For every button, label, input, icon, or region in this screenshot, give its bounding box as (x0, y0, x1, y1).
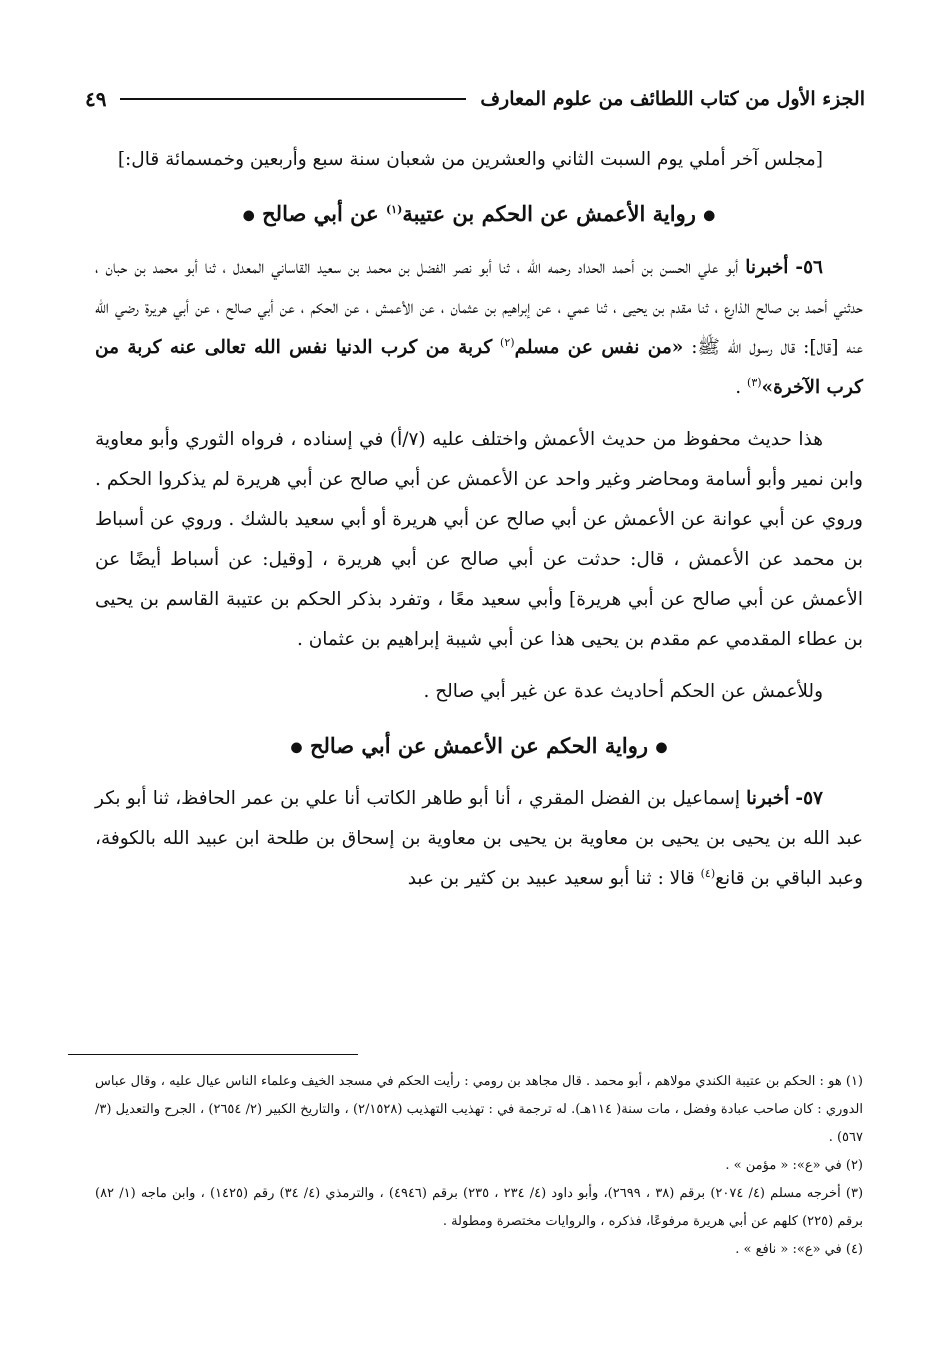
footnote-1: (١) هو : الحكم بن عتيبة الكندي مولاهم ، أبو محمد . قال مجاهد بن رومي : رأيت الحكم في مسجد الخيف وعلماء الناس عيال عليه ، وقال عباس الدوري : كان صاحب عبادة وفضل ، مات سنة( ١١٤هـ). له ترجمة في : تهذيب التهذيب (٢/١٥٢٨) ، والتاريخ الكبير (٢/ ٢٦٥٤) ، الجرح والتعديل (٣/ ٥٦٧) . (95, 1074, 863, 1145)
heading-2-text: رواية الحكم عن الأعمش عن أبي صالح (309, 732, 649, 758)
running-title: الجزء الأول من كتاب اللطائف من علوم المعارف (480, 88, 865, 110)
bullet-icon: ● (655, 739, 668, 755)
footnote-ref: (٢) (500, 335, 515, 349)
section-heading-2 (95, 726, 863, 768)
hadith-number: ٥٦- (795, 256, 823, 278)
isnad-text-continued: قالا : ثنا أبو سعيد عبيد بن كثير بن عبد (407, 868, 695, 889)
footnote-ref: (٣) (747, 375, 762, 389)
hadith-number: ٥٧- (795, 788, 823, 809)
hadith-56 (95, 248, 863, 408)
footnote-3: (٣) أخرجه مسلم (٤/ ٢٠٧٤) برقم (٣٨ ، ٢٦٩٩)، وأبو داود (٤/ ٢٣٤ ، ٢٣٥) برقم (٤٩٤٦) ، والترمذي (٤/ ٣٤) رقم (١٤٢٥) ، وابن ماجه (١/ ٨٢) برقم (٢٢٥) كلهم عن أبي هريرة مرفوعًا، فذكره ، والروايات مختصرة ومطولة . (95, 1186, 864, 1229)
footnote-2: (٢) في «ع»: « مؤمن » . (725, 1158, 863, 1173)
hadith-text-a: «من نفس عن مسلم (514, 336, 684, 358)
section-heading-1 (95, 194, 863, 236)
footnote-ref: (٤) (700, 866, 716, 880)
page-number: ٤٩ (85, 87, 107, 111)
bullet-icon: ● (703, 207, 716, 224)
session-intro: [مجلس آخر أملي يوم السبت الثاني والعشرين من شعبان سنة سبع وأربعين وخمسمائة قال:] (117, 149, 823, 170)
period: . (735, 376, 742, 398)
spacer (95, 660, 863, 672)
heading-1-text: رواية الأعمش عن الحكم بن عتيبة (402, 201, 696, 226)
running-header (85, 82, 865, 116)
transmission-verb: أخبرنا (746, 788, 790, 809)
footnote-separator (68, 1054, 358, 1055)
hadith-text-b: كربة من كرب الدنيا نفس الله تعالى عنه كربة من كرب الآخرة» (95, 336, 863, 398)
heading-1-tail: عن أبي صالح (262, 201, 379, 226)
footnotes (95, 1068, 863, 1264)
bullet-icon: ● (290, 739, 303, 755)
header-rule (120, 98, 466, 100)
isnad-text: إسماعيل بن الفضل المقري ، أنا أبو طاهر الكاتب أنا علي بن عمر الحافظ، ثنا أبو بكر عبد الله بن يحيى بن يحيى بن معاوية بن يحيى بن معاوية بن إسحاق بن طلحة ابن عبيد الله بالكوفة، وعبد الباقي بن قانع (95, 788, 863, 889)
hadith-57 (95, 779, 863, 899)
closing-note: وللأعمش عن الحكم أحاديث عدة عن غير أبي صالح . (423, 680, 823, 702)
transmission-verb: أخبرنا (745, 256, 789, 278)
bullet-icon: ● (242, 207, 255, 224)
isnad-text: أبو علي الحسن بن أحمد الحداد رحمه الله ، ثنا أبو نصر الفضل بن محمد بن سعيد القاساني المعدل ، ثنا أبو محمد بن حبان ، حدثني أحمد بن صالح الذارع ، ثنا مقدم بن يحيى ، ثنا عمي ، عن إبراهيم بن عثمان ، عن الأعمش ، عن الحكم ، عن أبي صالح ، عن أبي هريرة رضي الله عنه [قال]: قال رسول الله ﷺ: (95, 256, 863, 358)
footnote-ref: (١) (385, 203, 403, 216)
footnote-4: (٤) في «ع»: « نافع » . (735, 1242, 863, 1257)
spacer (95, 408, 863, 420)
main-text (95, 140, 863, 899)
commentary-paragraph: هذا حديث محفوظ من حديث الأعمش واختلف عليه (٧/أ) في إسناده ، فرواه الثوري وأبو معاوية وابن نمير وأبو أسامة ومحاضر وغير واحد عن الأعمش عن أبي صالح عن أبي هريرة لم يذكروا الحكم . وروي عن أبي عوانة عن الأعمش عن أبي صالح عن أبي هريرة أو أبي سعيد بالشك . وروي عن أسباط بن محمد عن الأعمش ، قال: حدثت عن أبي صالح عن أبي هريرة ، [وقيل: عن أسباط أيضًا عن الأعمش عن أبي صالح عن أبي هريرة] وأبي سعيد معًا ، وتفرد بذكر الحكم بن عتيبة القاسم بن يحيى بن عطاء المقدمي عم مقدم بن يحيى هذا عن أبي شيبة إبراهيم بن عثمان . (95, 428, 863, 650)
